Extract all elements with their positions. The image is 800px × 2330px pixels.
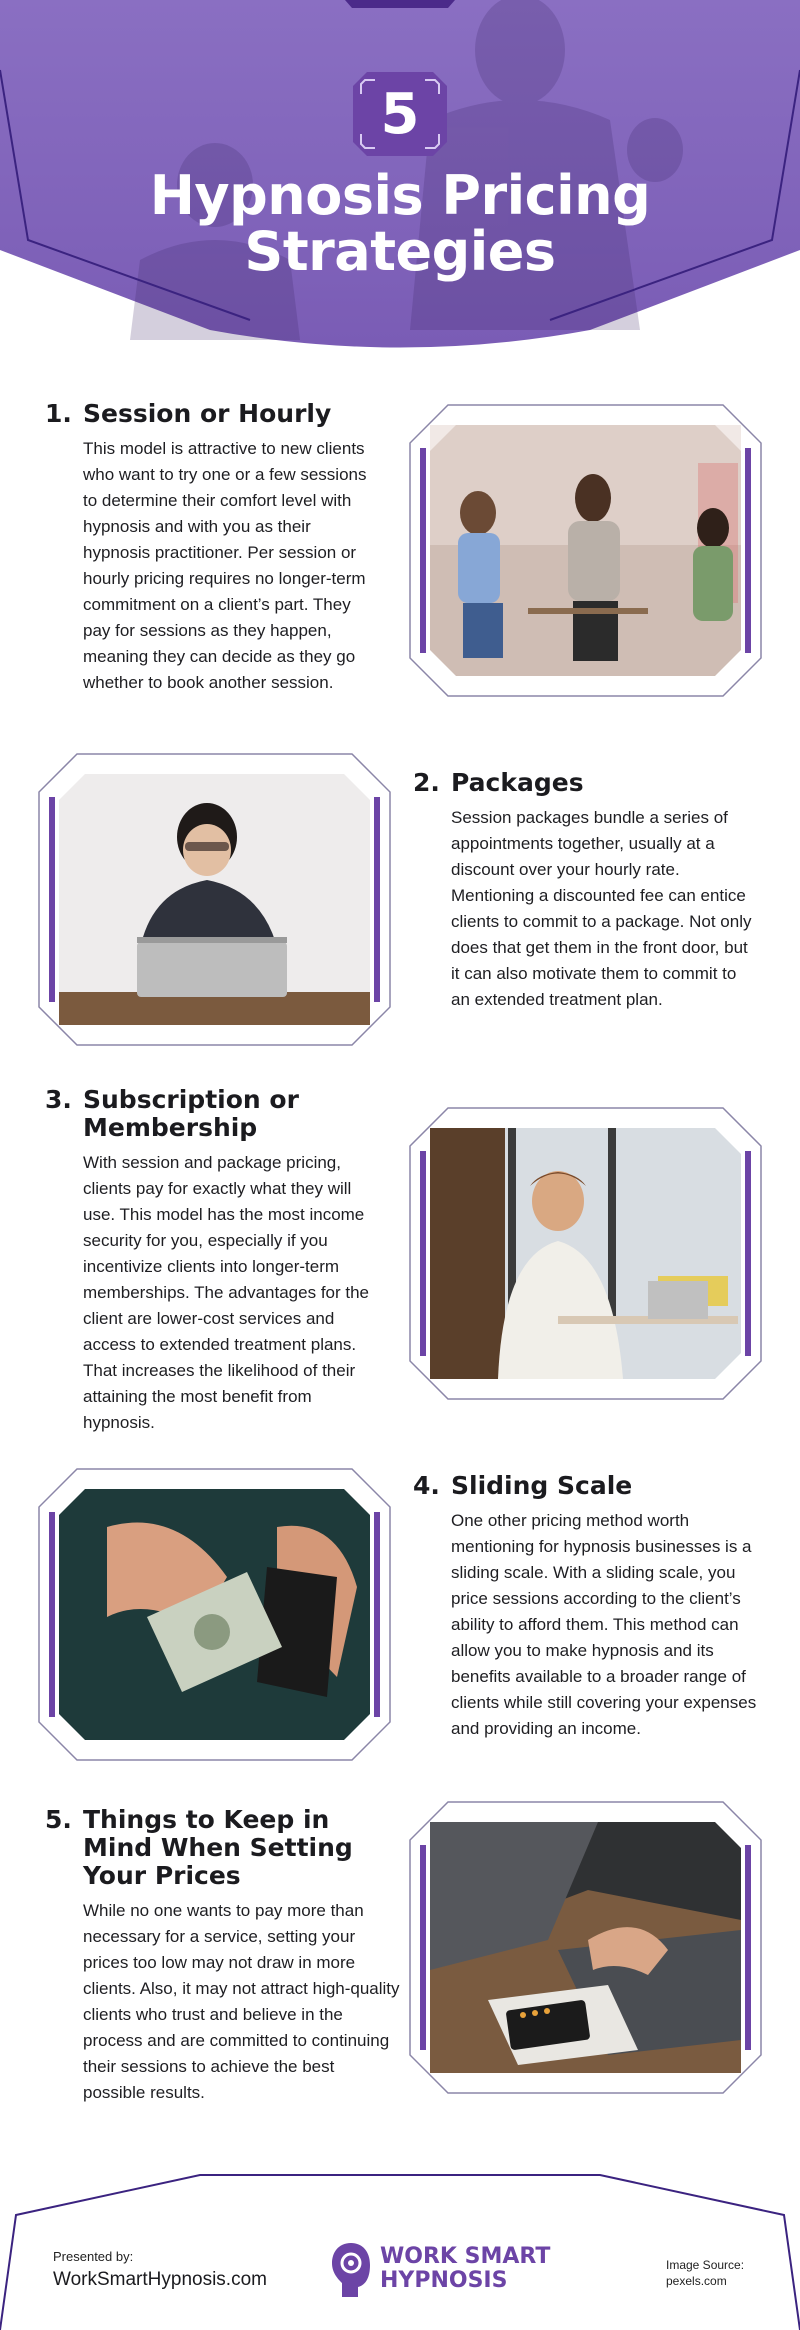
image-source-label: Image Source: (666, 2258, 745, 2272)
section-body: Session packages bundle a series of appointments together, usually at a discount over your hourly rate. Mentioning a discounted fee can entice clients to commit to a package. Not only does that get them in the front door, but it can also motivate them to commit to an extended treatment plan. (451, 808, 752, 1009)
section-number: 1. (45, 399, 72, 428)
section-title: Things to Keep in Mind When Setting Your Prices (83, 1805, 353, 1890)
page-title (100, 164, 700, 283)
footer (0, 2155, 800, 2330)
section-body: One other pricing method worth mentioning for hypnosis businesses is a sliding scale. With a sliding scale, you price sessions according to the client’s ability to afford them. This method can allow you to make hypnosis and its benefits available to a broader range of clients while still covering your expenses and providing an income. (451, 1511, 757, 1738)
title-line-2: Strategies (244, 220, 556, 283)
section-heading (413, 1472, 758, 1500)
section-heading (413, 769, 758, 797)
title-line-1: Hypnosis Pricing (149, 164, 651, 227)
photo-frame-laptop-calculator (408, 1800, 763, 2095)
brain-logo-icon (328, 2239, 374, 2301)
section-heading (45, 400, 380, 428)
stressed-man-image (37, 752, 392, 1047)
logo-line-1: WORK SMART (380, 2244, 551, 2269)
badge-number: 5 (380, 81, 420, 147)
section-body: With session and package pricing, clients pay for exactly what they will use. This model has the most income security for you, especially if you incentivize clients into longer-term memberships. The advantages for the client are lower-cost services and access to extended treatment plans. That increases the likelihood of their attaining the most benefit from hypnosis. (83, 1153, 370, 1432)
section-number: 2. (413, 768, 440, 797)
photo-frame-group-therapy (408, 403, 763, 698)
presented-by-label: Presented by: (53, 2249, 134, 2264)
group-therapy-image (408, 403, 763, 698)
logo-line-2: HYPNOSIS (380, 2268, 508, 2293)
photo-frame-stressed-man (37, 752, 392, 1047)
photo-frame-money-wallet (37, 1467, 392, 1762)
section-number: 5. (45, 1805, 72, 1834)
section-heading (45, 1806, 400, 1890)
section-body: This model is attractive to new clients who want to try one or a few sessions to determine their comfort level with hypnosis and with you as their hypnosis practitioner. Per session or hourly pricing requires no longer-term commitment on a client’s part. They pay for sessions as they happen, meaning they can decide as they go whether to book another session. (83, 439, 367, 692)
section-number: 3. (45, 1085, 72, 1114)
section-title: Subscription or Membership (83, 1085, 299, 1142)
section-number: 4. (413, 1471, 440, 1500)
header-banner (0, 0, 800, 360)
section-session-hourly (45, 400, 380, 696)
section-subscription-membership (45, 1086, 380, 1436)
section-title: Sliding Scale (451, 1471, 633, 1500)
money-wallet-image (37, 1467, 392, 1762)
section-body: While no one wants to pay more than necessary for a service, setting your prices too low may not draw in more clients. Also, it may not attract high-quality clients who trust and believe in the process and are committed to continuing their sessions to achieve the best possible results. (83, 1901, 400, 2102)
work-smart-hypnosis-logo (328, 2239, 558, 2301)
section-sliding-scale (413, 1472, 758, 1742)
section-things-to-keep-in-mind (45, 1806, 400, 2106)
section-title: Packages (451, 768, 584, 797)
section-title: Session or Hourly (83, 399, 332, 428)
happy-man-image (408, 1106, 763, 1401)
section-packages (413, 769, 758, 1013)
laptop-calculator-image (408, 1800, 763, 2095)
photo-frame-happy-man (408, 1106, 763, 1401)
section-heading (45, 1086, 380, 1142)
number-badge (353, 72, 447, 156)
image-source-site[interactable]: pexels.com (666, 2274, 727, 2288)
logo-text (380, 2245, 560, 2293)
presenter-website[interactable]: WorkSmartHypnosis.com (53, 2269, 267, 2290)
image-source (666, 2257, 776, 2289)
